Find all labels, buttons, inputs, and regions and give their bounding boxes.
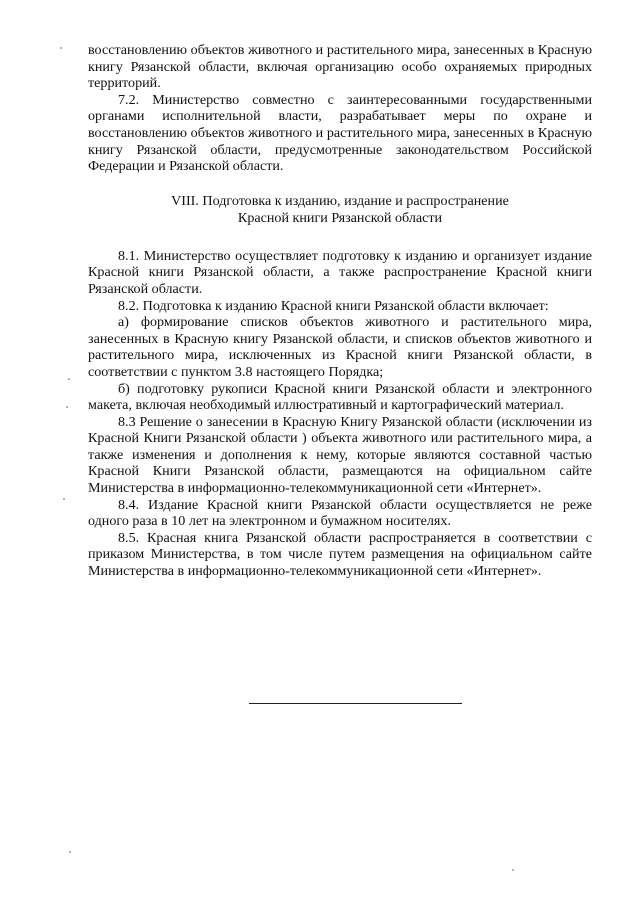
scan-speck bbox=[68, 378, 70, 380]
document-page bbox=[88, 42, 592, 580]
scan-speck bbox=[66, 406, 68, 408]
paragraph-8-2-b: б) подготовку рукописи Красной книги Рязанской области и электронного макета, включая необходимый иллюстративный и картографический материал. bbox=[88, 380, 592, 414]
scan-speck bbox=[60, 47, 62, 49]
paragraph-8-1: 8.1. Министерство осуществляет подготовку к изданию и организует издание Красной книги Рязанской области, а также распространение Красной книги Рязанской области. bbox=[88, 247, 592, 297]
section-8-heading bbox=[88, 193, 592, 227]
scan-speck bbox=[69, 851, 71, 853]
closing-rule-divider bbox=[249, 703, 462, 704]
scan-speck bbox=[512, 869, 514, 871]
scan-speck bbox=[63, 498, 65, 500]
paragraph-8-2-a: а) формирование списков объектов животного и растительного мира, занесенных в Красную книгу Рязанской области, и списков объектов животного и растительного мира, исключенных из Красной книги Рязанской области, в соответствии с пунктом 3.8 настоящего Порядка; bbox=[88, 314, 592, 380]
section-8-heading-line-2: Красной книги Рязанской области bbox=[237, 209, 443, 226]
paragraph-8-5: 8.5. Красная книга Рязанской области распространяется в соответствии с приказом Министерства, в том числе путем размещения на официальном сайте Министерства в информационно-телекоммуникационной сети «Интернет». bbox=[88, 529, 592, 580]
paragraph-7-1-continuation: восстановлению объектов животного и растительного мира, занесенных в Красную книгу Рязанской области, включая организацию особо охраняемых природных территорий. bbox=[88, 42, 592, 92]
paragraph-7-2: 7.2. Министерство совместно с заинтересованными государственными органами исполнительной власти, разрабатывает меры по охране и восстановлению объектов животного и растительного мира, занесенных в Красную книгу Рязанской области, предусмотренные законодательством Российской Федерации и Рязанской области. bbox=[88, 91, 592, 175]
section-8-heading-line-1: VIII. Подготовка к изданию, издание и распространение bbox=[171, 192, 509, 209]
paragraph-8-4: 8.4. Издание Красной книги Рязанской области осуществляется не реже одного раза в 10 лет на электронном и бумажном носителях. bbox=[88, 496, 592, 530]
paragraph-8-3: 8.3 Решение о занесении в Красную Книгу Рязанской области (исключении из Красной Книги Рязанской области ) объекта животного или растительного мира, а также изменения и дополнения к нему, которые являются составной частью Красной Книги Рязанской области, размещаются на официальном сайте Министерства в информационно-телекоммуникационной сети «Интернет». bbox=[88, 413, 592, 497]
paragraph-8-2: 8.2. Подготовка к изданию Красной книги Рязанской области включает: bbox=[118, 297, 549, 314]
